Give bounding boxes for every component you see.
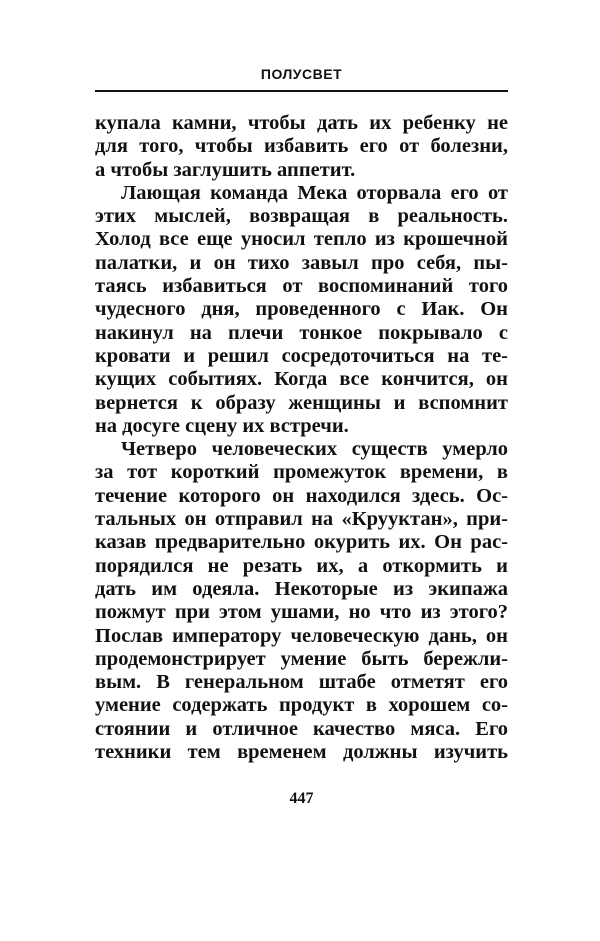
text-line: вым. В генеральном штабе отметят его [95, 671, 508, 694]
text-line: умение содержать продукт в хорошем со- [95, 694, 508, 717]
page-number: 447 [289, 790, 314, 807]
text-line: тальных он отправил на «Крууктан», при- [95, 508, 508, 531]
text-line: казав предварительно окурить их. Он рас- [95, 531, 508, 554]
text-line: пожмут при этом ушами, но что из этого? [95, 601, 508, 624]
text-line: Холод все еще уносил тепло из крошечной [95, 228, 508, 251]
header-rule [95, 90, 508, 92]
text-line: накинул на плечи тонкое покрывало с [95, 321, 508, 344]
text-line: за тот короткий промежуток времени, в [95, 461, 508, 484]
text-line: этих мыслей, возвращая в реальность. [95, 205, 508, 228]
text-line: техники тем временем должны изучить [95, 741, 508, 764]
text-line: чудесного дня, проведенного с Иак. Он [95, 298, 508, 321]
text-line: вернется к образу женщины и вспомнит [95, 391, 508, 414]
text-line: порядился не резать их, а откормить и [95, 554, 508, 577]
text-line: течение которого он находился здесь. Ос- [95, 484, 508, 507]
text-line: таясь избавиться от воспоминаний того [95, 275, 508, 298]
text-line: а чтобы заглушить аппетит. [95, 158, 356, 181]
text-line: кущих событиях. Когда все кончится, он [95, 368, 508, 391]
text-line: на досуге сцену их встречи. [95, 414, 349, 437]
body-text [95, 112, 508, 764]
text-line: стоянии и отличное качество мяса. Его [95, 717, 508, 740]
text-line: Послав императору человеческую дань, он [95, 624, 508, 647]
text-line: дать им одеяла. Некоторые из экипажа [95, 577, 508, 600]
text-line: для того, чтобы избавить его от болезни, [95, 135, 508, 158]
running-title: ПОЛУСВЕТ [260, 66, 343, 82]
text-line: продемонстрирует умение быть бережли- [95, 647, 508, 670]
text-line: палатки, и он тихо завыл про себя, пы- [95, 251, 508, 274]
text-line: Лающая команда Мека оторвала его от [121, 181, 508, 204]
text-line: купала камни, чтобы дать их ребенку не [95, 112, 508, 134]
text-line: кровати и решил сосредоточиться на те- [95, 344, 508, 367]
text-line: Четверо человеческих существ умерло [121, 438, 508, 461]
